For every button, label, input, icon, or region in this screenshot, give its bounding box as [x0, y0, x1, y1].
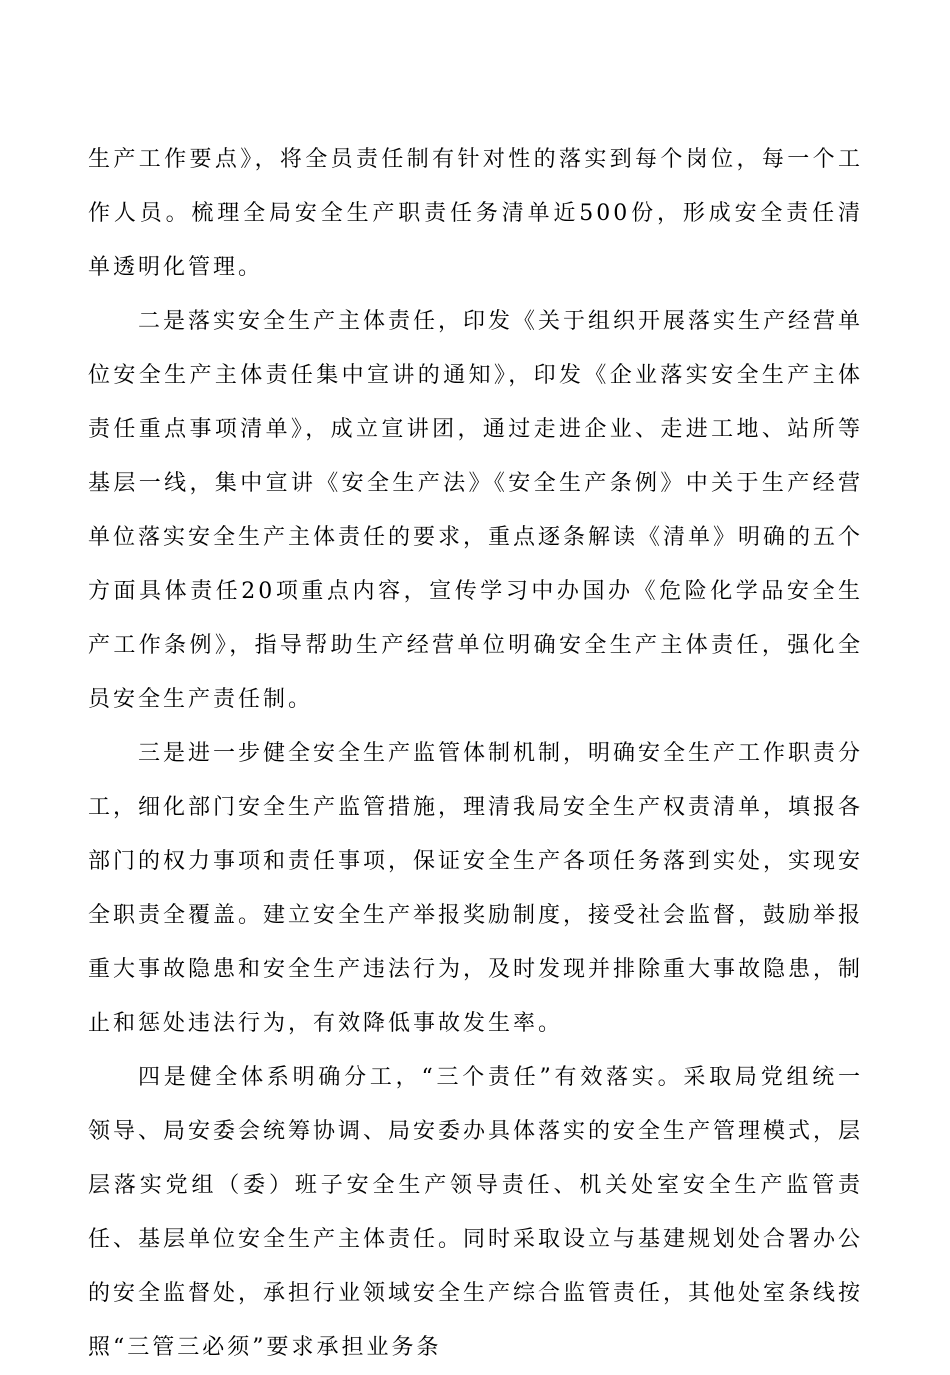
paragraph-item-4: 四是健全体系明确分工，“三个责任”有效落实。采取局党组统一领导、局安委会统筹协调、局安委办具体落实的安全生产管理模式，层层落实党组（委）班子安全生产领导责任、机关处室安全生产监管责任、基层单位安全生产主体责任。同时采取设立与基建规划处合署办公的安全监督处，承担行业领域安全生产综合监管责任，其他处室条线按照“三管三必须”要求承担业务条 [88, 1065, 864, 1360]
paragraph-item-2: 二是落实安全生产主体责任，印发《关于组织开展落实生产经营单位安全生产主体责任集中宣讲的通知》，印发《企业落实安全生产主体责任重点事项清单》，成立宣讲团，通过走进企业、走进工地、站所等基层一线，集中宣讲《安全生产法》《安全生产条例》中关于生产经营单位落实安全生产主体责任的要求，重点逐条解读《清单》明确的五个方面具体责任20项重点内容，宣传学习中办国办《危险化学品安全生产工作条例》，指导帮助生产经营单位明确安全生产主体责任，强化全员安全生产责任制。 [88, 309, 864, 712]
paragraph-continuation: 生产工作要点》，将全员责任制有针对性的落实到每个岗位，每一个工作人员。梳理全局安全生产职责任务清单近500份，形成安全责任清单透明化管理。 [88, 147, 863, 280]
document-page [88, 133, 863, 1375]
paragraph-item-3: 三是进一步健全安全生产监管体制机制，明确安全生产工作职责分工，细化部门安全生产监管措施，理清我局安全生产权责清单，填报各部门的权力事项和责任事项，保证安全生产各项任务落到实处，实现安全职责全覆盖。建立安全生产举报奖励制度，接受社会监督，鼓励举报重大事故隐患和安全生产违法行为，及时发现并排除重大事故隐患，制止和惩处违法行为，有效降低事故发生率。 [88, 741, 864, 1036]
